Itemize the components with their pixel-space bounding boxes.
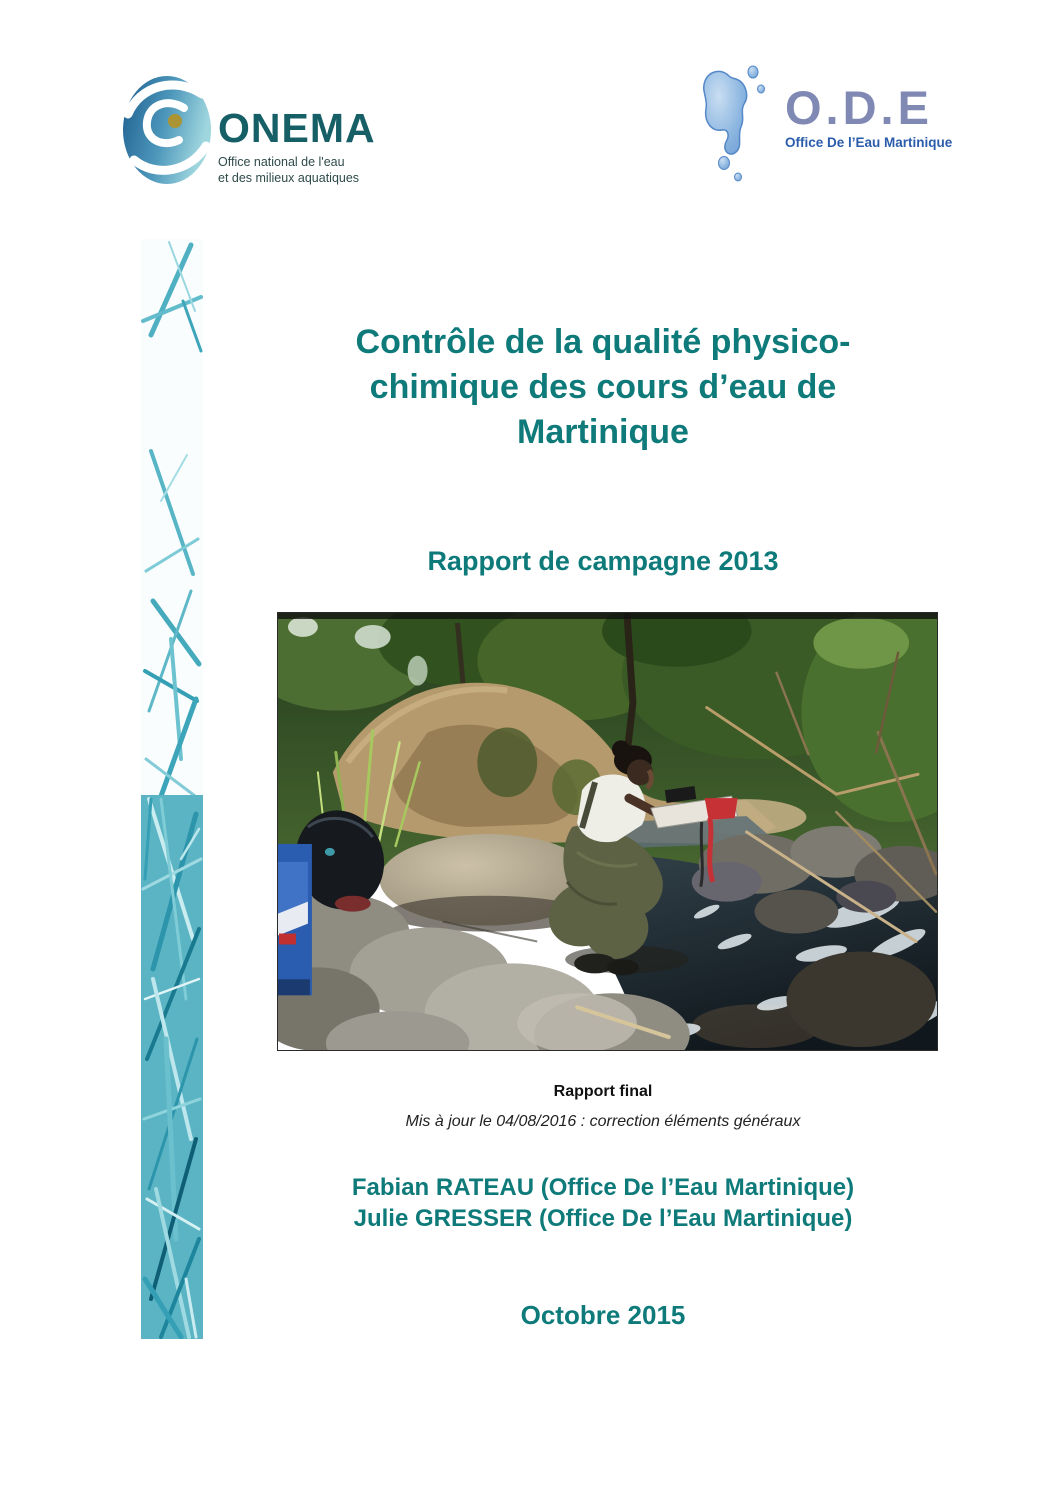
title-line3: Martinique: [517, 413, 689, 451]
ode-tagline: Office De l’Eau Martinique: [785, 135, 953, 150]
update-note: Mis à jour le 04/08/2016 : correction éléments généraux: [405, 1113, 801, 1130]
author-line-2: Julie GRESSER (Office De l’Eau Martinique): [353, 1205, 853, 1232]
ode-wordmark: O.D.E: [785, 81, 933, 134]
photo-cooler: [278, 844, 312, 995]
onema-globe-icon: [122, 74, 212, 186]
publication-date: Octobre 2015: [520, 1300, 686, 1330]
subtitle: Rapport de campagne 2013: [427, 546, 779, 576]
cover-photo: [277, 612, 938, 1051]
river-sampling-photo: [278, 613, 937, 1050]
onema-tagline-line2: et des milieux aquatiques: [218, 171, 360, 186]
decorative-grass-strip: [141, 239, 203, 1339]
authors: [278, 1172, 928, 1234]
ode-logo: [693, 60, 952, 184]
title-line2: chimique des cours d’eau de: [369, 368, 837, 406]
page-title: [278, 320, 928, 455]
photo-caption: Rapport final: [553, 1083, 653, 1100]
photo-top-edge: [278, 613, 937, 619]
ode-droplet-icon: [693, 60, 775, 184]
onema-logo: [122, 74, 376, 187]
title-line1: Contrôle de la qualité physico-: [355, 323, 851, 361]
onema-wordmark: ONEMA: [218, 105, 376, 151]
onema-tagline-line1: Office national de l'eau: [218, 155, 345, 169]
author-line-1: Fabian RATEAU (Office De l’Eau Martinique): [351, 1174, 855, 1201]
